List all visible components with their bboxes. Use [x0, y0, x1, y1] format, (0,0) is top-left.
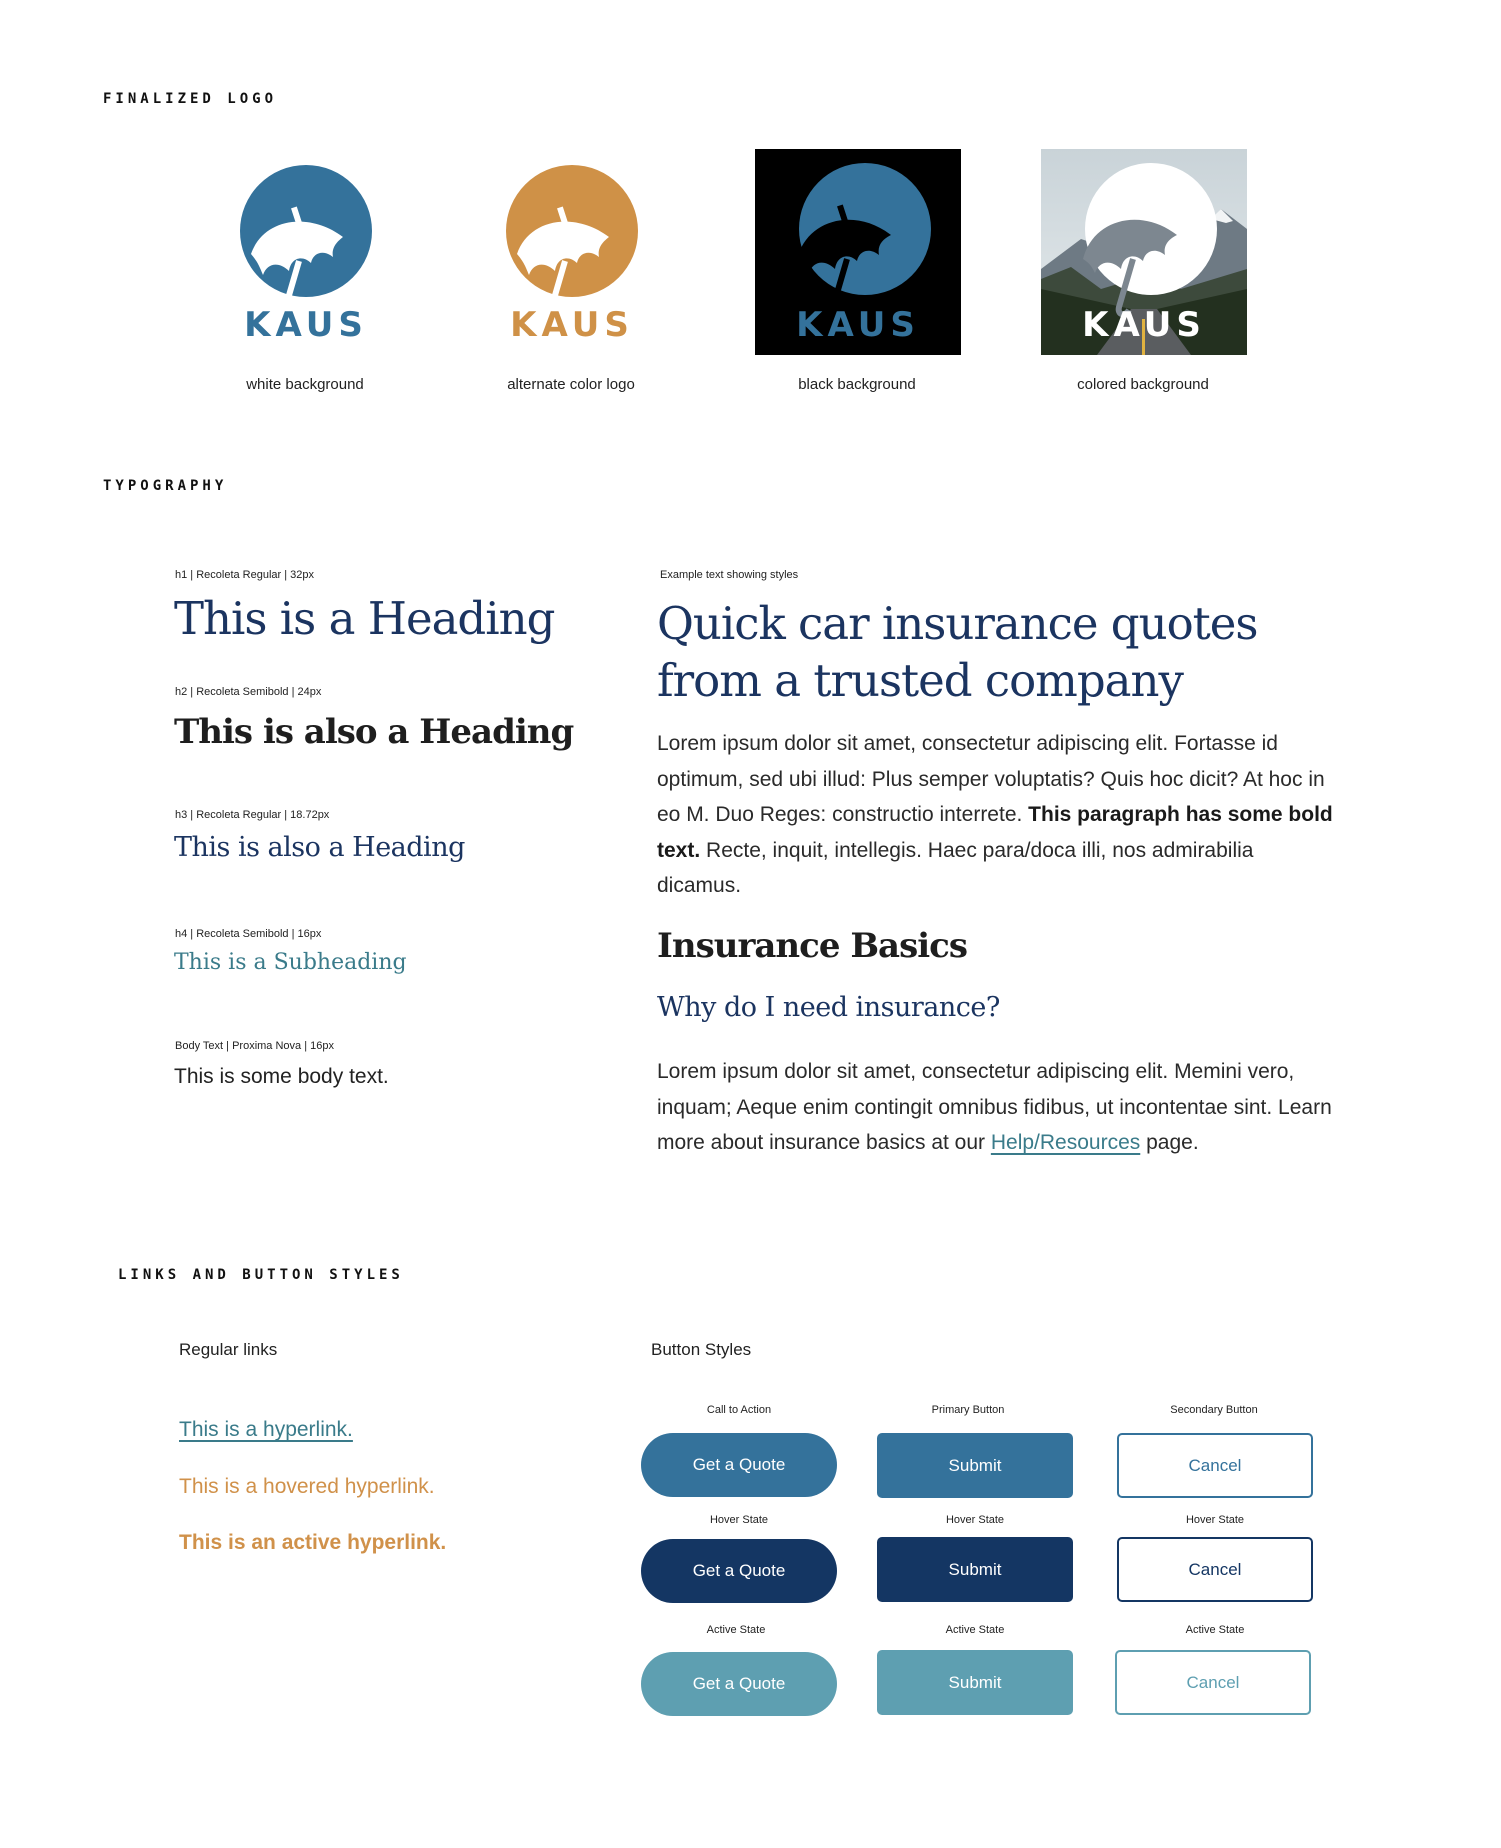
h1-spec: h1 | Recoleta Regular | 32px — [175, 569, 315, 581]
h4-sample: This is a Subheading — [174, 950, 407, 975]
bold-text: This paragraph has some bold text. — [657, 803, 1333, 862]
example-label: Example text showing styles — [660, 569, 799, 581]
logo-caption-white: white background — [246, 376, 364, 393]
example-subheading-h2: Insurance Basics — [657, 926, 967, 966]
logo-caption-colored: colored background — [1077, 376, 1209, 393]
get-a-quote-button-hover[interactable]: Get a Quote — [641, 1539, 837, 1603]
submit-button-active[interactable]: Submit — [877, 1650, 1073, 1715]
h3-sample: This is also a Heading — [174, 832, 465, 863]
logo-wordmark: KAUS — [796, 305, 920, 345]
example-paragraph-2: Lorem ipsum dolor sit amet, consectetur adipiscing elit. Memini vero, inquam; Aeque enim contingit omnibus fidibus, ut incontentae sint. Learn more about insurance basics at our Help/Resources page. — [657, 1060, 1332, 1154]
label-active-cta: Active State — [706, 1624, 766, 1636]
logo-wordmark: KAUS — [244, 305, 368, 345]
h3-spec: h3 | Recoleta Regular | 18.72px — [175, 809, 330, 821]
hyperlink-active[interactable]: This is an active hyperlink. — [179, 1531, 447, 1554]
example-paragraph-1: Lorem ipsum dolor sit amet, consectetur adipiscing elit. Fortasse id optimum, sed ubi illud: Plus semper voluptatis? Quis hoc dicit? At hoc in eo M. Duo Reges: constructio interrete. This paragraph has some bold text. Recte, inquit, intellegis. Haec para/doca illi, nos admirabilia dicamus. — [657, 732, 1333, 897]
section-title-typography: TYPOGRAPHY — [103, 478, 228, 494]
logo-white-background — [203, 149, 409, 355]
label-active-primary: Active State — [945, 1624, 1005, 1636]
cancel-button[interactable]: Cancel — [1117, 1433, 1313, 1498]
section-title-logo: FINALIZED LOGO — [103, 91, 278, 107]
hyperlink-regular[interactable]: This is a hyperlink. — [179, 1418, 353, 1441]
h1-sample: This is a Heading — [174, 592, 555, 645]
label-hover-secondary: Hover State — [1185, 1514, 1245, 1526]
h2-sample: This is also a Heading — [174, 712, 574, 752]
h2-spec: h2 | Recoleta Semibold | 24px — [175, 686, 322, 698]
logo-colored-background — [1041, 149, 1247, 355]
label-primary-button: Primary Button — [931, 1404, 1005, 1416]
button-styles-heading: Button Styles — [651, 1340, 752, 1359]
logo-alternate-color — [469, 149, 675, 355]
cancel-button-hover[interactable]: Cancel — [1117, 1537, 1313, 1602]
example-subheading-h3: Why do I need insurance? — [657, 992, 1000, 1023]
regular-links-heading: Regular links — [179, 1340, 278, 1359]
label-hover-cta: Hover State — [709, 1514, 769, 1526]
logo-wordmark: KAUS — [1082, 305, 1206, 345]
body-spec: Body Text | Proxima Nova | 16px — [175, 1040, 334, 1052]
logo-caption-black: black background — [798, 376, 916, 393]
hyperlink-hovered[interactable]: This is a hovered hyperlink. — [179, 1475, 435, 1498]
get-a-quote-button-active[interactable]: Get a Quote — [641, 1652, 837, 1716]
section-title-links-buttons: LINKS AND BUTTON STYLES — [118, 1267, 404, 1283]
body-sample: This is some body text. — [174, 1065, 389, 1088]
get-a-quote-button[interactable]: Get a Quote — [641, 1433, 837, 1497]
label-hover-primary: Hover State — [945, 1514, 1005, 1526]
label-active-secondary: Active State — [1185, 1624, 1245, 1636]
logo-caption-alternate: alternate color logo — [507, 376, 635, 393]
submit-button-hover[interactable]: Submit — [877, 1537, 1073, 1602]
example-heading: Quick car insurance quotes from a trusted company — [657, 597, 1258, 707]
help-resources-link[interactable]: Help/Resources — [990, 1131, 1141, 1154]
logo-wordmark: KAUS — [510, 305, 634, 345]
label-call-to-action: Call to Action — [706, 1404, 772, 1416]
h4-spec: h4 | Recoleta Semibold | 16px — [175, 928, 322, 940]
submit-button[interactable]: Submit — [877, 1433, 1073, 1498]
logo-black-background — [755, 149, 961, 355]
cancel-button-active[interactable]: Cancel — [1115, 1650, 1311, 1715]
label-secondary-button: Secondary Button — [1170, 1404, 1258, 1416]
